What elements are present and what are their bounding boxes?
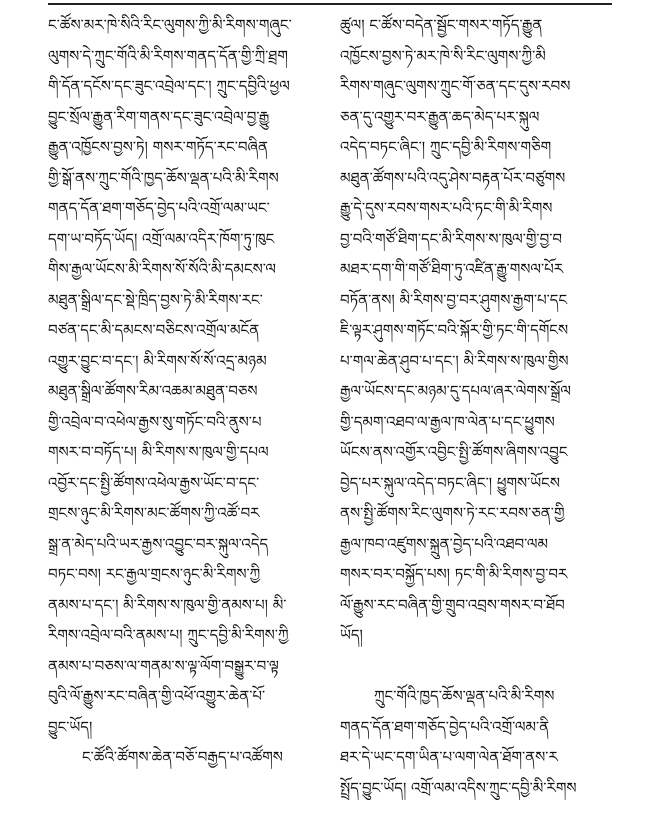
text-line: པ་གལ་ཆེན་ཤུབ་པ་དང་། མི་རིགས་ས་ཁུལ་གྱིས [340,351,569,370]
text-line: ལོ་རྒྱུས་རང་བཞིན་གྱི་གྲུབ་འབྲས་གསར་བ་ཐོབ [340,595,565,614]
text-line: ནས་སྤྱི་ཚོགས་རིང་ལུགས་ཏེ་རང་རབས་ཅན་གྱི [340,504,565,522]
text-line: ང་ཚོའི་ཚོགས་ཆེན་བཅོ་བརྒྱད་པ་འཚོགས [82,748,283,766]
text-line: མཐུན་སྒྲིལ་དང་སྡེ་ཁྲིད་བྱས་ཏེ་མི་རིགས་རང་ [48,290,263,309]
text-line: ལུགས་དེ་ཀྲུང་གོའི་མི་རིགས་གནད་དོན་གྱི་ཀྲི་ཐྲག [48,46,288,65]
text-line: མཐུན་ཚོགས་པའི་འདུ་ཤེས་བརྟན་པོར་བཙུགས [340,168,566,187]
text-line: འབྱོར་དང་སྤྱི་ཚོགས་འཕེལ་རྒྱས་ཡོང་བ་དང་ [48,473,260,492]
text-line: རིགས་གཞུང་ལུགས་ཀྲུང་གོ་ཅན་དང་དུས་རབས [340,77,571,95]
text-line: འགྱུར་བྱུང་བ་དང་། མི་རིགས་སོ་སོ་འདྲ་མཉམ [48,351,267,370]
text-line: ནམས་པ་བཅས་ལ་གནམ་ས་ལྟ་ལོག་བསྒྱུར་བ་ལྟ [48,656,279,675]
text-line: བཙན་དང་མི་དམངས་བཅིངས་འགྲོལ་མངོན [48,321,260,339]
text-line: གནད་དོན་ཐག་གཅོད་བྱེད་པའི་འགྲོ་ལམ་ཡང་ [48,199,270,217]
text-line: གྱི་འབྲེལ་བ་འཕེལ་རྒྱས་སུ་གཏོང་བའི་ནུས་པ [48,412,262,431]
text-line: ཐར་དེ་ཡང་དག་ཡིན་པ་ལག་ལེན་ཐོག་ནས་ར [340,748,558,766]
text-line: ཡོངས་ནས་འགྱོར་འབྱིང་སྤྱི་ཚོགས་ཞིགས་འབྱུང [340,443,568,461]
text-line: གྱི་དམག་འཐབ་ལ་རྒྱལ་ཁ་ལེན་པ་དང་ཕྱུགས [340,412,555,431]
text-line: རིགས་འབྲེལ་བའི་ནམས་པ། ཀྲུང་དབྱི་མི་རིགས་ཀྱི [48,626,289,644]
text-line: རྒྱུ་དེ་དུས་རབས་གསར་པའི་ཏང་གི་མི་རིགས [340,199,553,217]
text-line [340,651,612,682]
text-line: བྱུང་སྲོལ་རྒྱུན་རིག་གནས་དང་ཟུང་འབྲེལ་བྱ་རྒྱུ [48,107,270,126]
top-rule [48,3,612,5]
text-line: མཐུན་སྒྲིལ་ཚོགས་རིམ་འཆམ་མཐུན་བཅས [48,382,258,400]
text-line: མཐར་དག་གི་གཙོ་ཐིག་ཏུ་འཛིན་རྒྱུ་གསལ་པོར [340,260,564,278]
text-line: ནམས་པ་དང་། མི་རིགས་ས་ཁུལ་གྱི་ནམས་པ། མི་ [48,595,287,614]
text-line: བྱ་བའི་གཙོ་ཐིག་དང་མི་རིགས་ས་ཁུལ་གྱི་བྱ་བ [340,229,562,248]
text-line: གིས་རྒྱལ་ཡོངས་མི་རིགས་སོ་སོའི་མི་དམངས་ལ [48,260,277,278]
text-line: སྤྲོད་བྱུང་ཡོད། འགྲོ་ལམ་འདིས་ཀྲུང་དབྱི་མི་རིགས [340,778,577,797]
text-line: འཁྱོངས་བྱས་ཏེ་མར་ཁེ་སི་རིང་ལུགས་ཀྱི་མི [340,46,546,65]
text-line: དག་ཡ་བཏོད་ཡོད། འགྲོ་ལམ་འདིར་ཁོག་ཏུ་ཁུང [48,229,275,248]
text-line: ཇི་ལྟར་ཤུགས་གཏོང་བའི་སྐོར་གྱི་ཏང་གི་དགོངས [340,321,569,339]
text-line: གསར་བ་བཏོད་པ། མི་རིགས་ས་ཁུལ་གྱི་དཔལ [48,443,269,461]
text-line: གསར་བར་བསྐྱོད་པས། ཏང་གི་མི་རིགས་བྱ་བར [340,565,568,583]
text-line: ཡོད། [340,626,363,644]
text-line: ཅན་དུ་འགྱུར་བར་རྒྱུན་ཆད་མེད་པར་སྐུལ [340,107,540,126]
text-line: གྱི་སྒོ་ནས་ཀྲུང་གོའི་ཁྱད་ཆོས་ལྡན་པའི་མི་རིགས [48,168,279,187]
text-line: གི་དོན་དངོས་དང་ཟུང་འབྲེལ་དང་། ཀྲུང་དབྱིའི་ཕྱལ [48,77,290,95]
left-column [48,10,320,773]
text-line: བཏང་བས། རང་རྒྱལ་གྲངས་ཉུང་མི་རིགས་ཀྱི [48,565,261,583]
text-line: རྒྱལ་ཡོངས་དང་མཉམ་དུ་དཔལ་ཞར་ལེགས་སྒྲོལ [340,382,571,400]
right-column [340,10,612,803]
text-line: བྱེད་པར་སྐུལ་འདེད་བཏང་ཞིང་། ཕྱུགས་ཡོངས [340,473,560,492]
text-line: འདེད་བཏང་ཞིང་། ཀྲུང་དབྱི་མི་རིགས་གཅིག [340,138,552,156]
text-line: ཀྲུང་གོའི་ཁྱད་ཆོས་ལྡན་པའི་མི་རིགས [374,687,555,705]
text-line: བུའི་ལོ་རྒྱུས་རང་བཞིན་གྱི་འཕོ་འགྱུར་ཆེན་པོ་ [48,687,266,705]
text-line: སྒྲ་ན་མེད་པའི་ཡར་རྒྱས་འབྱུང་བར་སྐུལ་འདེད [48,534,269,553]
text-line: གནད་དོན་ཐག་གཅོད་བྱེད་པའི་འགྲོ་ལམ་ནི [340,717,550,736]
text-line: གྲངས་ཉུང་མི་རིགས་མང་ཚོགས་ཀྱི་འཚོ་བར [48,504,260,522]
text-line: རྒྱལ་ཁབ་འཛུགས་སྐྲུན་བྱེད་པའི་འཐབ་ལམ [340,534,548,553]
text-line: ང་ཚོས་མར་ཁེ་སིའི་རིང་ལུགས་ཀྱི་མི་རིགས་གཞུང་ [48,16,292,34]
text-line: བྱུང་ཡོད། [48,717,93,736]
text-line: རྒྱུན་འཁྱོངས་བྱས་ཏེ། གསར་གཏོད་རང་བཞིན [48,138,269,156]
text-line: ཚུལ། ང་ཚོས་བདེན་སྦྱོང་གསར་གཏོད་རྒྱུན [340,16,543,34]
text-line: བཏོན་ནས། མི་རིགས་བྱ་བར་ཤུགས་རྒྱག་པ་དང [340,290,568,309]
